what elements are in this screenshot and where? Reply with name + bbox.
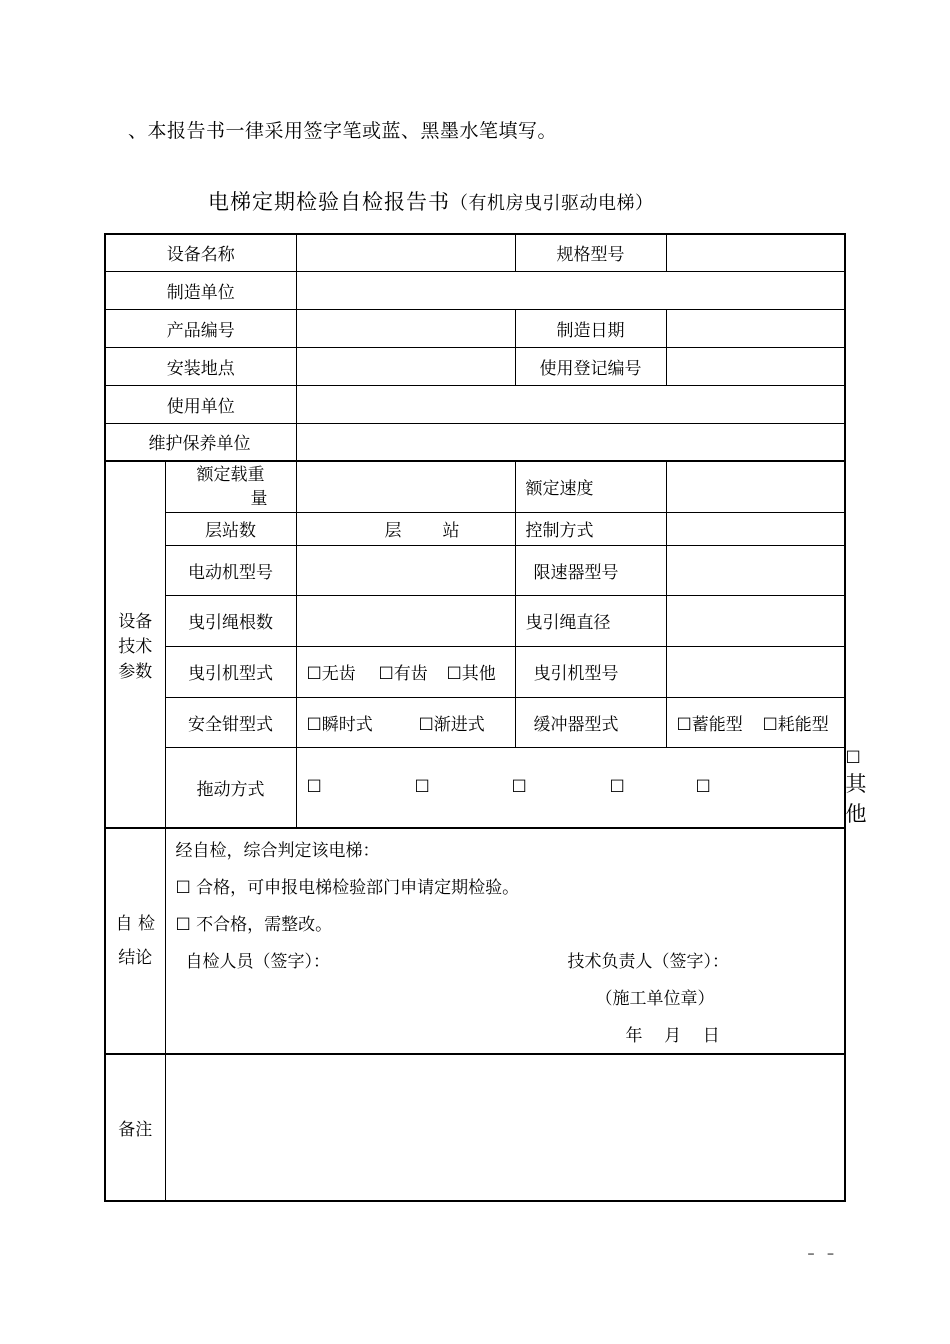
label-product-no: 产品编号 [105,309,296,347]
label-traction-model: 曳引机型号 [515,646,666,697]
drive-option-2[interactable]: ☐ [414,777,430,798]
label-conclusion [105,828,165,1054]
field-spec-model[interactable] [666,234,845,271]
drive-option-4[interactable]: ☐ [609,777,625,798]
conclusion-label-line-2: 结论 [118,948,153,968]
label-tech-params [105,461,165,828]
row-remarks [105,1054,845,1201]
option-progressive[interactable]: ☐渐进式 [418,714,485,735]
rated-load-line-2: 量 [250,488,268,509]
company-seal-label: （施工单位章） [595,989,715,1009]
row-motor-model [105,545,845,595]
label-user-unit: 使用单位 [105,385,296,423]
field-install-location[interactable] [296,347,515,385]
label-safety-gear-type: 安全钳型式 [165,697,296,747]
row-conclusion [105,828,845,1054]
conclusion-date: 年 月 日 [625,1026,720,1046]
row-device-name [105,234,845,271]
field-user-unit[interactable] [296,385,845,423]
label-rated-speed: 额定速度 [515,461,666,512]
field-rated-speed[interactable] [666,461,845,512]
label-governor-model: 限速器型号 [515,545,666,595]
conclusion-content [165,828,845,1054]
field-rated-load[interactable] [296,461,515,512]
label-control-mode: 控制方式 [515,512,666,545]
label-maintenance-unit: 维护保养单位 [105,423,296,461]
field-maintenance-unit[interactable] [296,423,845,461]
field-rope-count[interactable] [296,595,515,646]
conclusion-fail-option[interactable]: ☐ 不合格，需整改。 [175,915,333,935]
page-title [208,186,654,216]
drive-option-1[interactable]: ☐ [306,777,322,798]
conclusion-intro: 经自检，综合判定该电梯： [175,841,380,861]
row-maintenance-unit [105,423,845,461]
option-traction-other[interactable]: ☐其他 [446,664,496,684]
tech-label-line-3: 参数 [118,662,153,682]
traction-type-options [296,646,515,697]
label-reg-no: 使用登记编号 [515,347,666,385]
option-instantaneous[interactable]: ☐瞬时式 [306,714,373,735]
label-traction-type: 曳引机型式 [165,646,296,697]
floor-unit: 层 [384,521,402,541]
label-drive-mode: 拖动方式 [165,747,296,828]
inspector-signature-label: 自检人员（签字）： [185,952,330,972]
inspection-form-table [104,233,867,1202]
row-user-unit [105,385,845,423]
label-spec-model: 规格型号 [515,234,666,271]
safety-gear-options [296,697,515,747]
option-gearless[interactable]: ☐无齿 [306,664,356,684]
drive-option-3[interactable]: ☐ [511,777,527,798]
label-motor-model: 电动机型号 [165,545,296,595]
label-manufacturer: 制造单位 [105,271,296,309]
field-traction-model[interactable] [666,646,845,697]
row-product-no [105,309,845,347]
field-control-mode[interactable] [666,512,845,545]
option-energy-accumulation[interactable]: ☐蓄能型 [676,714,743,735]
field-governor-model[interactable] [666,545,845,595]
field-manufacture-date[interactable] [666,309,845,347]
row-install-location [105,347,845,385]
station-unit: 站 [442,521,460,541]
drive-mode-options [296,747,845,828]
label-device-name: 设备名称 [105,234,296,271]
tech-label-line-1: 设备 [118,612,153,632]
field-motor-model[interactable] [296,545,515,595]
row-manufacturer [105,271,845,309]
instruction-text: 、本报告书一律采用签字笔或蓝、黑墨水笔填写。 [128,120,558,142]
field-manufacturer[interactable] [296,271,845,309]
field-device-name[interactable] [296,234,515,271]
page-number: – – [807,1246,838,1262]
label-floors: 层站数 [165,512,296,545]
row-floors [105,512,845,545]
label-rope-count: 曳引绳根数 [165,595,296,646]
row-rope-count [105,595,845,646]
drive-other-checkbox[interactable]: ☐ [845,747,861,768]
option-energy-dissipation[interactable]: ☐耗能型 [762,714,829,735]
title-main: 电梯定期检验自检报告书 [208,190,450,214]
drive-option-5[interactable]: ☐ [695,777,711,798]
field-remarks[interactable] [165,1054,845,1201]
title-sub: （有机房曳引驱动电梯） [450,193,654,214]
drive-other-label: 其他 [845,771,867,826]
field-product-no[interactable] [296,309,515,347]
buffer-options [666,697,845,747]
rated-load-line-1: 额定载重 [196,464,265,485]
conclusion-pass-option[interactable]: ☐ 合格，可申报电梯检验部门申请定期检验。 [175,878,520,898]
tech-lead-signature-label: 技术负责人（签字）： [567,952,729,972]
label-rope-diameter: 曳引绳直径 [515,595,666,646]
row-rated-load [105,461,845,512]
label-manufacture-date: 制造日期 [515,309,666,347]
option-geared[interactable]: ☐有齿 [378,664,428,684]
label-install-location: 安装地点 [105,347,296,385]
row-safety-gear [105,697,845,747]
label-buffer-type: 缓冲器型式 [515,697,666,747]
field-floors[interactable] [296,512,515,545]
label-remarks: 备注 [105,1054,165,1201]
field-reg-no[interactable] [666,347,845,385]
field-rope-diameter[interactable] [666,595,845,646]
label-rated-load [165,461,296,512]
conclusion-label-line-1: 自 检 [115,914,155,934]
tech-label-line-2: 技术 [118,637,153,657]
row-drive-mode [105,747,845,828]
row-traction-type [105,646,845,697]
